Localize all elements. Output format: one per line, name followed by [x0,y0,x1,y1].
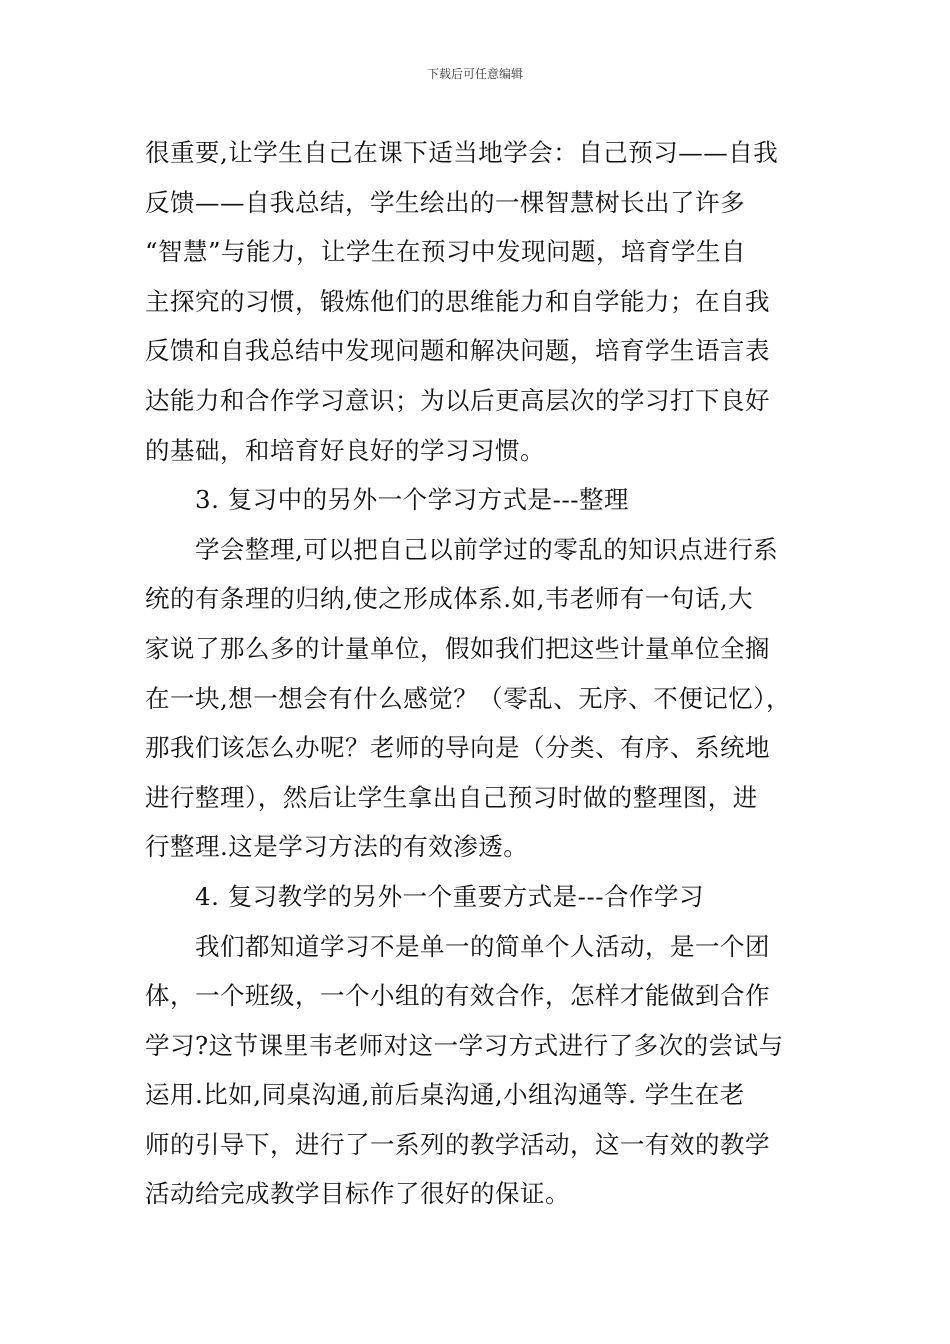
text-line: 我们都知道学习不是单一的简单个人活动，是一个团 [195,931,770,961]
text-line: 家说了那么多的计量单位，假如我们把这些计量单位全搁 [145,633,770,663]
text-line: 学习?这节课里韦老师对这一学习方式进行了多次的尝试与 [145,1030,784,1060]
page-header: 下载后可任意编辑 [426,67,523,81]
paragraph [145,525,810,872]
text-line: 师的引导下，进行了一系列的教学活动，这一有效的教学 [145,1129,770,1159]
paragraph [145,922,810,1220]
text-line: 很重要,让学生自己在课下适当地学会：自己预习——自我 [145,138,779,167]
section-heading [145,872,810,922]
heading-line: 3. 复习中的另外一个学习方式是---整理 [195,485,629,515]
text-line: 活动给完成教学目标作了很好的保证。 [145,1179,570,1209]
section-heading [145,475,810,525]
text-line: 行整理.这是学习方法的有效渗透。 [145,832,529,862]
text-line: 在一块,想一想会有什么感觉？（零乱、无序、不便记忆）， [145,683,792,713]
text-line: 反馈和自我总结中发现问题和解决问题，培育学生语言表 [145,336,770,366]
text-line: 达能力和合作学习意识；为以后更高层次的学习打下良好 [145,385,770,415]
text-line: 进行整理），然后让学生拿出自己预习时做的整理图，进 [145,782,758,812]
text-line: 主探究的习惯，锻炼他们的思维能力和自学能力；在自我 [145,286,770,316]
text-line: 学会整理,可以把自己以前学过的零乱的知识点进行系 [195,534,779,564]
paragraph [145,128,810,475]
text-line: “智慧”与能力，让学生在预习中发现问题，培育学生自 [145,237,747,267]
text-line: 那我们该怎么办呢？老师的导向是（分类、有序、系统地 [145,733,770,763]
text-line: 运用.比如,同桌沟通,前后桌沟通,小组沟通等. 学生在老 [145,1080,745,1110]
text-line: 体，一个班级，一个小组的有效合作，怎样才能做到合作 [145,981,770,1011]
text-line: 的基础，和培育好良好的学习习惯。 [145,435,545,465]
text-line: 统的有条理的归纳,使之形成体系.如,韦老师有一句话,大 [145,584,754,614]
document-body [145,128,810,1219]
heading-line: 4. 复习教学的另外一个重要方式是---合作学习 [195,881,704,911]
text-line: 反馈——自我总结，学生绘出的一棵智慧树长出了许多 [145,187,745,217]
